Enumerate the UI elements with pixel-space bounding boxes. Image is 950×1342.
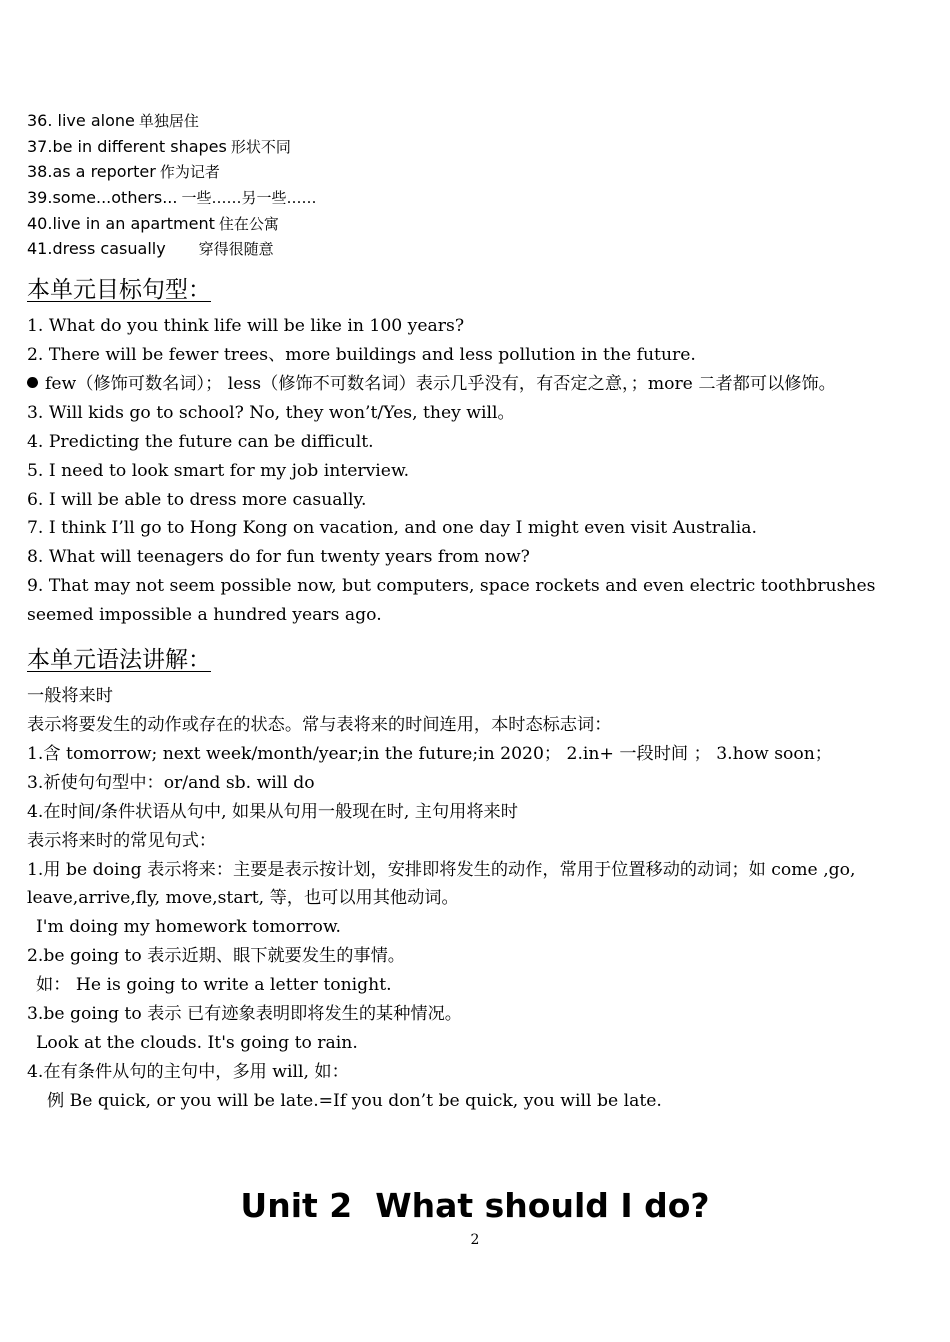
target-sentences <box>27 312 927 630</box>
grammar-line: 2.be going to 表示近期、眼下就要发生的事情。 <box>27 946 405 967</box>
example-line: I'm doing my homework tomorrow. <box>36 917 341 938</box>
grammar-line: 3.祈使句句型中：or/and sb. will do <box>27 772 315 793</box>
grammar-line: 表示将要发生的动作或存在的状态。常与表将来的时间连用，本时态标志词： <box>27 715 612 735</box>
grammar-notes <box>27 682 927 1116</box>
unit-title: Unit 2 What should I do? <box>240 1186 710 1225</box>
phrase-list <box>27 108 927 262</box>
sentence-line: 8. What will teenagers do for fun twenty years from now? <box>27 547 530 568</box>
sentence-line: 4. Predicting the future can be difficult. <box>27 431 374 452</box>
grammar-line: 1.含 tomorrow; next week/month/year;in the future;in 2020； 2.in+ 一段时间 ； 3.how soon； <box>27 743 832 764</box>
sentence-line: 9. That may not seem possible now, but computers, space rockets and even electric toothbrushes seemed impossible a hundred years ago. <box>27 576 876 626</box>
sentence-line: 3. Will kids go to school? No, they won’t/Yes, they will。 <box>27 402 515 423</box>
sentence-line: 5. I need to look smart for my job interview. <box>27 460 410 481</box>
section-heading-grammar: 本单元语法讲解： <box>27 647 211 674</box>
sentence-line: 1. What do you think life will be like in 100 years? <box>27 316 465 337</box>
grammar-line: 3.be going to 表示 已有迹象表明即将发生的某种情况。 <box>27 1004 462 1025</box>
document-page <box>27 108 927 1116</box>
bullet-icon <box>27 377 38 388</box>
sentence-line: 2. There will be fewer trees、more buildings and less pollution in the future. <box>27 345 696 366</box>
phrase-item: 39.some...others... 一些……另一些…… <box>27 188 317 208</box>
section-heading-target-sentences: 本单元目标句型： <box>27 277 211 304</box>
phrase-item: 40.live in an apartment 住在公寓 <box>27 213 279 233</box>
grammar-line: 4.在有条件从句的主句中，多用 will, 如： <box>27 1061 349 1082</box>
sentence-line: 6. I will be able to dress more casually. <box>27 489 367 510</box>
phrase-item: 38.as a reporter 作为记者 <box>27 162 220 182</box>
phrase-item: 36. live alone 单独居住 <box>27 111 199 130</box>
phrase-item: 37.be in different shapes 形状不同 <box>27 136 291 156</box>
grammar-line: 1.用 be doing 表示将来：主要是表示按计划，安排即将发生的动作，常用于位置移动的动词；如 come ,go, leave,arrive,fly, move,start, 等，也可以用其他动词。 <box>27 859 856 909</box>
example-line: 如： He is going to write a letter tonight. <box>36 975 392 996</box>
phrase-item: 41.dress casually 穿得很随意 <box>27 239 274 259</box>
grammar-line: 一般将来时 <box>27 686 113 707</box>
sentence-line: 7. I think I’ll go to Hong Kong on vacation, and one day I might even visit Australia. <box>27 518 757 539</box>
grammar-line: 表示将来时的常见句式： <box>27 830 217 851</box>
example-line: 例 Be quick, or you will be late.=If you don’t be quick, you will be late. <box>47 1090 662 1111</box>
page-number: 2 <box>470 1232 480 1248</box>
bullet-note: few（修饰可数名词）； less（修饰不可数名词）表示几乎没有，有否定之意，；more 二者都可以修饰。 <box>27 370 927 399</box>
grammar-line: 4.在时间/条件状语从句中, 如果从句用一般现在时, 主句用将来时 <box>27 801 518 822</box>
example-line: Look at the clouds. It's going to rain. <box>36 1032 358 1053</box>
